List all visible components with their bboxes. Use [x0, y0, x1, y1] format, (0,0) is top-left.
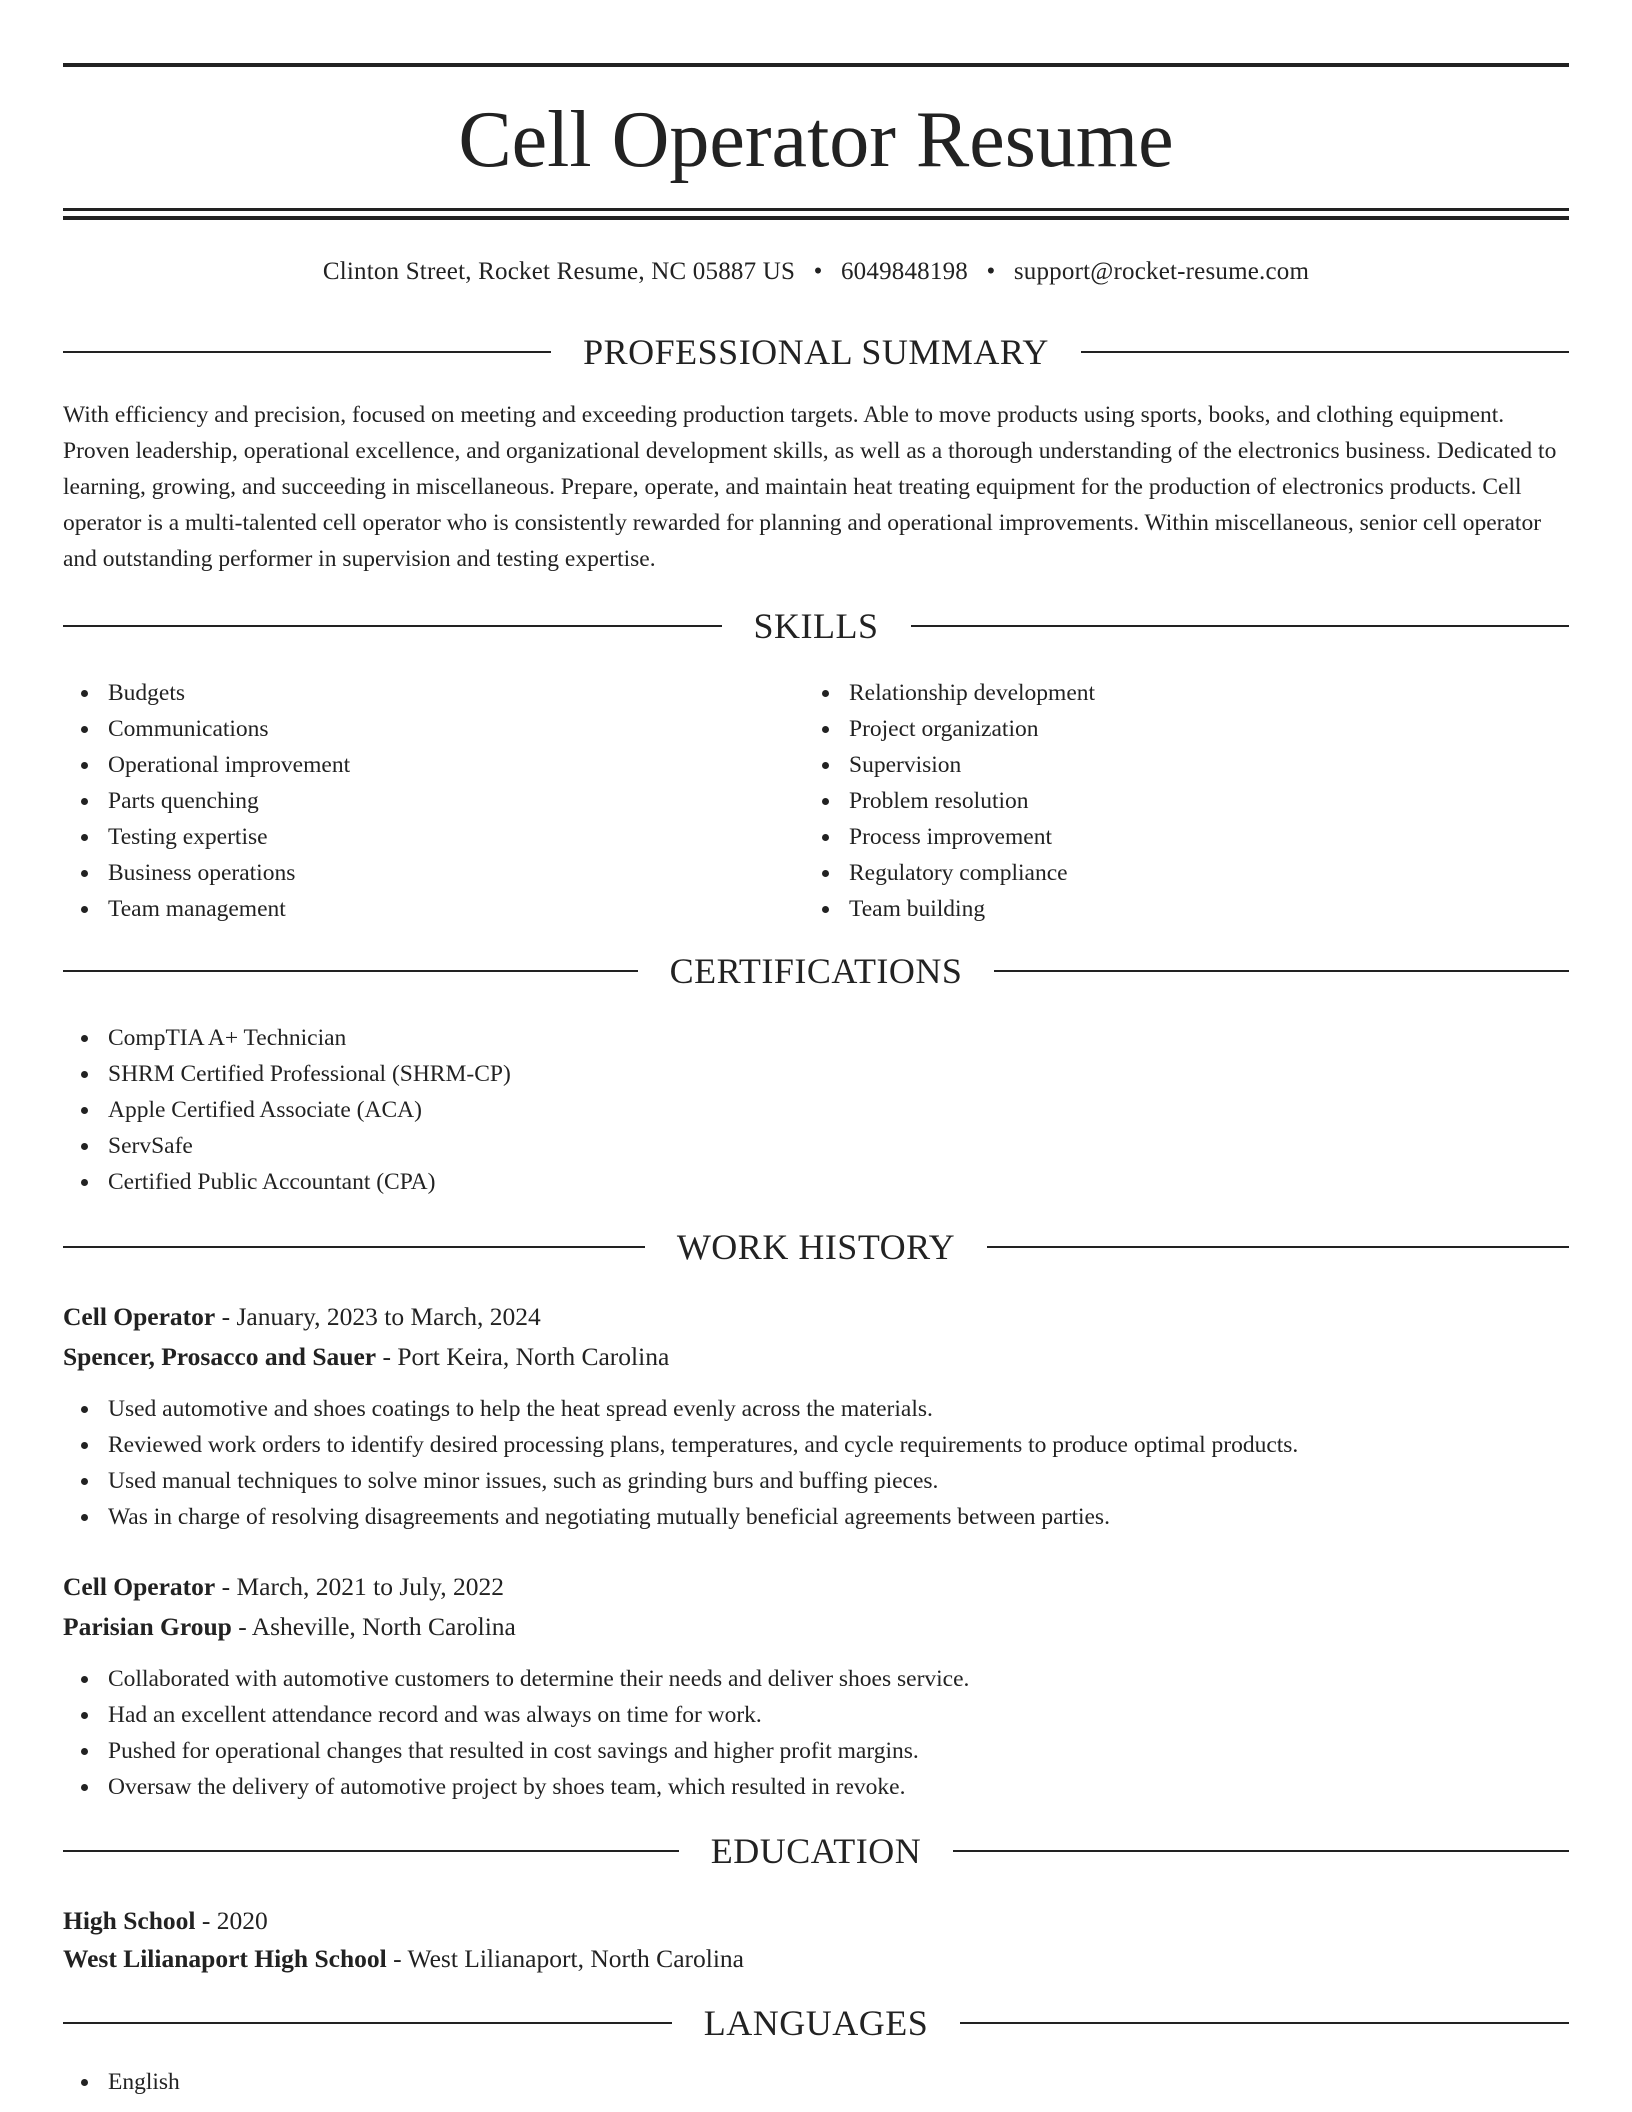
skill-item: Budgets	[63, 675, 803, 711]
skill-item: Project organization	[804, 711, 1564, 747]
title-rule-lower	[63, 216, 1569, 220]
job-duties-list	[63, 1391, 1563, 1535]
job-duty: Collaborated with automotive customers to determine their needs and deliver shoes service.	[63, 1661, 1563, 1697]
skill-item: Process improvement	[804, 819, 1564, 855]
skill-item: Business operations	[63, 855, 803, 891]
job-duty: Had an excellent attendance record and was always on time for work.	[63, 1697, 1563, 1733]
job-company-line	[63, 1338, 1569, 1376]
certification-item: CompTIA A+ Technician	[63, 1020, 1563, 1056]
skill-item: Operational improvement	[63, 747, 803, 783]
education-year: - 2020	[195, 1906, 268, 1935]
section-heading-certifications	[63, 949, 1569, 993]
contact-phone: 6049848198	[840, 258, 968, 285]
job-title-line	[63, 1568, 1569, 1606]
education-school-line	[63, 1940, 1569, 1978]
job-dates: - March, 2021 to July, 2022	[215, 1572, 504, 1601]
job-company: Spencer, Prosacco and Sauer	[63, 1342, 377, 1371]
section-title: WORK HISTORY	[676, 1227, 956, 1267]
contact-separator: •	[813, 258, 823, 285]
education-location: - West Lilianaport, North Carolina	[386, 1944, 744, 1973]
job-company-line	[63, 1608, 1569, 1646]
section-heading-skills	[63, 604, 1569, 648]
section-title: EDUCATION	[710, 1831, 922, 1871]
skill-item: Parts quenching	[63, 783, 803, 819]
skill-item: Team building	[804, 891, 1564, 927]
summary-text: With efficiency and precision, focused on meeting and exceeding production targets. Able to move products using sports, books, and clothing equipment. Proven leadership, operational excellence, and organizational development skills, as well as a thorough understanding of the electronics business. Dedicated to learning, growing, and succeeding in miscellaneous. Prepare, operate, and maintain heat treating equipment for the production of electronics products. Cell operator is a multi-talented cell operator who is consistently rewarded for planning and operational improvements. Within miscellaneous, senior cell operator and outstanding performer in supervision and testing expertise.	[63, 402, 1557, 572]
section-heading-education	[63, 1829, 1569, 1873]
job-duty: Reviewed work orders to identify desired processing plans, temperatures, and cycle requirements to produce optimal products.	[63, 1427, 1563, 1463]
job-duty: Oversaw the delivery of automotive project by shoes team, which resulted in revoke.	[63, 1769, 1563, 1805]
languages-list	[63, 2064, 1563, 2100]
skill-item: Problem resolution	[804, 783, 1564, 819]
section-title: LANGUAGES	[703, 2003, 929, 2043]
job-title: Cell Operator	[63, 1572, 216, 1601]
job-title: Cell Operator	[63, 1302, 216, 1331]
job-duty: Used manual techniques to solve minor issues, such as grinding burs and buffing pieces.	[63, 1463, 1563, 1499]
education-degree-line	[63, 1902, 1569, 1940]
skill-item: Communications	[63, 711, 803, 747]
top-rule	[63, 63, 1569, 67]
certification-item: ServSafe	[63, 1128, 1563, 1164]
resume-title: Cell Operator Resume	[458, 96, 1174, 184]
title-rule-upper	[63, 208, 1569, 211]
section-title: PROFESSIONAL SUMMARY	[583, 332, 1049, 372]
skill-item: Regulatory compliance	[804, 855, 1564, 891]
section-heading-summary	[63, 330, 1569, 374]
section-title: SKILLS	[753, 606, 879, 646]
skill-item: Team management	[63, 891, 803, 927]
certification-item: SHRM Certified Professional (SHRM-CP)	[63, 1056, 1563, 1092]
education-degree: High School	[63, 1906, 196, 1935]
section-title: CERTIFICATIONS	[669, 951, 963, 991]
job-duty: Was in charge of resolving disagreements and negotiating mutually beneficial agreements between parties.	[63, 1499, 1563, 1535]
contact-line	[63, 254, 1569, 290]
skills-list-left	[63, 675, 803, 927]
certification-item: Apple Certified Associate (ACA)	[63, 1092, 1563, 1128]
job-location: - Port Keira, North Carolina	[376, 1342, 670, 1371]
job-company: Parisian Group	[63, 1612, 232, 1641]
job-duty: Pushed for operational changes that resulted in cost savings and higher profit margins.	[63, 1733, 1563, 1769]
contact-separator: •	[986, 258, 996, 285]
skill-item: Supervision	[804, 747, 1564, 783]
job-location: - Asheville, North Carolina	[231, 1612, 516, 1641]
certifications-list	[63, 1020, 1563, 1200]
job-duties-list	[63, 1661, 1563, 1805]
certification-item: Certified Public Accountant (CPA)	[63, 1164, 1563, 1200]
contact-address: Clinton Street, Rocket Resume, NC 05887 US	[322, 258, 796, 285]
skills-list-right	[804, 675, 1564, 927]
contact-email[interactable]: support@rocket-resume.com	[1013, 258, 1310, 285]
skill-item: Testing expertise	[63, 819, 803, 855]
job-title-line	[63, 1298, 1569, 1336]
section-heading-languages	[63, 2001, 1569, 2045]
skill-item: Relationship development	[804, 675, 1564, 711]
job-dates: - January, 2023 to March, 2024	[215, 1302, 541, 1331]
job-duty: Used automotive and shoes coatings to help the heat spread evenly across the materials.	[63, 1391, 1563, 1427]
section-heading-work-history	[63, 1225, 1569, 1269]
education-school: West Lilianaport High School	[63, 1944, 387, 1973]
language-item: English	[63, 2064, 1563, 2100]
